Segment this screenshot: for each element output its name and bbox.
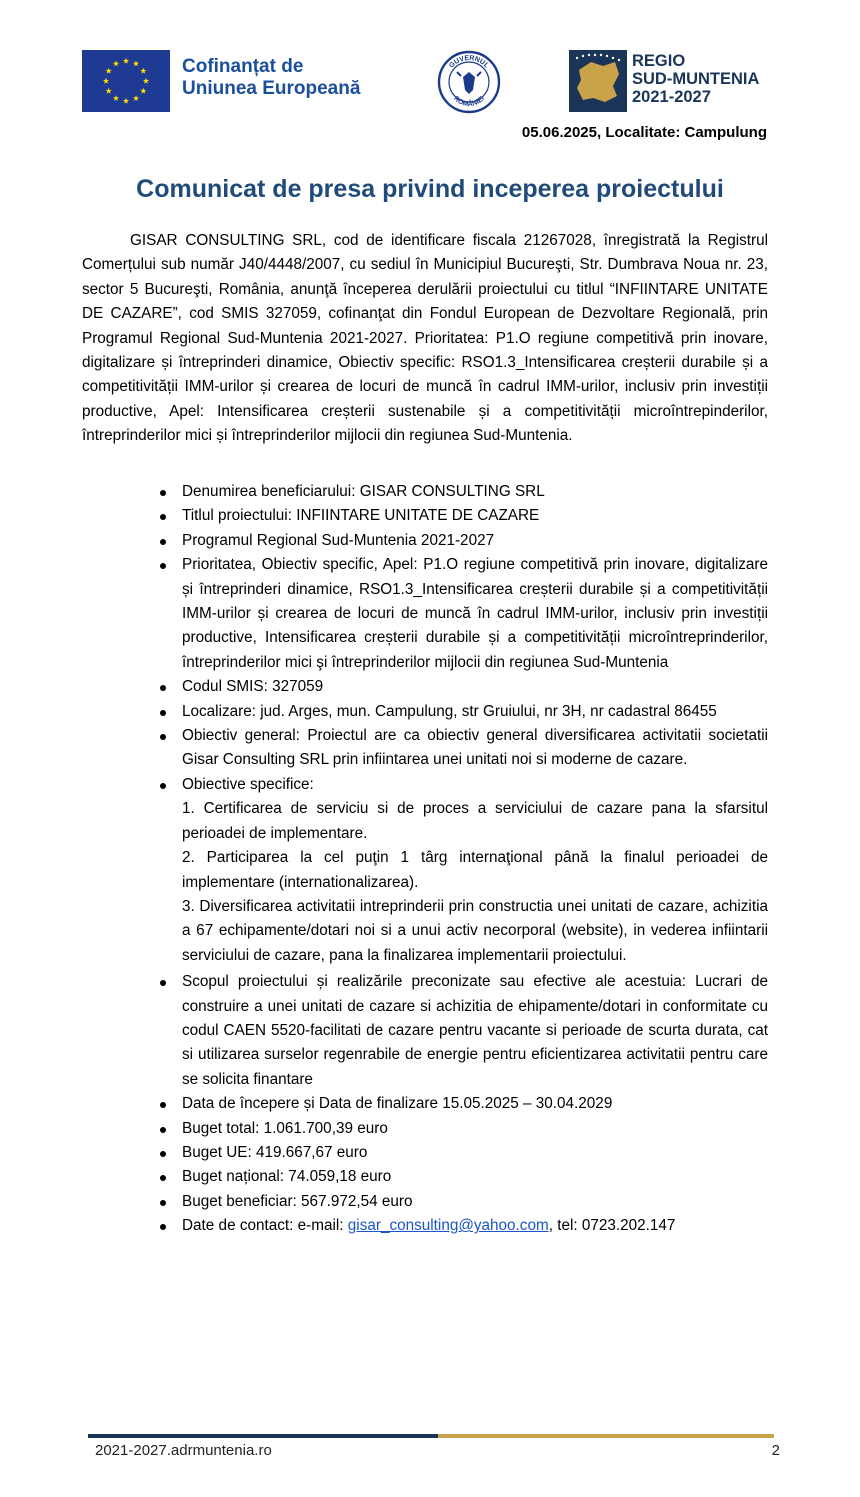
date-location: 05.06.2025, Localitate: Campulung xyxy=(521,124,767,141)
specific-objective-1: 1. Certificarea de serviciu si de proces a serviciului de cazare pana la sfarsitul perioadei de implementare. xyxy=(182,800,768,842)
bullet-icon xyxy=(160,980,166,986)
eu-stars-icon xyxy=(82,50,170,112)
regio-map-icon xyxy=(569,50,627,112)
regio-logo xyxy=(569,50,627,112)
bullet-icon xyxy=(160,1102,166,1108)
bullet-icon xyxy=(160,539,166,545)
regio-line1: REGIO xyxy=(632,52,686,70)
list-item-specific-objectives xyxy=(160,773,768,968)
list-item: Denumirea beneficiarului: GISAR CONSULTING SRL xyxy=(160,480,768,504)
page-number: 2 xyxy=(771,1442,780,1459)
bullet-icon xyxy=(160,1200,166,1206)
regio-line3: 2021-2027 xyxy=(632,88,711,106)
seal-ring-bottom-text: ROMÂNIEI xyxy=(452,95,486,109)
bullet-icon xyxy=(160,685,166,691)
list-item: Titlul proiectului: INFIINTARE UNITATE DE CAZARE xyxy=(160,504,768,528)
list-item: Scopul proiectului și realizările preconizate sau efective ale acestuia: Lucrari de construire a unei unitati de cazare si achizitia de ehipamente/dotari in conformitate cu codul CAEN 5520-facilitati de cazare pentru vacante si perioade de scurta durata, cat si utilizarea surselor regenrabile de energie pentru eficientizarea activitatii pentru care se solicita finantare xyxy=(160,970,768,1092)
list-item: Programul Regional Sud-Muntenia 2021-2027 xyxy=(160,529,768,553)
list-item: Codul SMIS: 327059 xyxy=(160,675,768,699)
list-item: Prioritatea, Obiectiv specific, Apel: P1.O regiune competitivă prin inovare, digitalizare și întreprinderi dinamice, RSO1.3_Intensificarea creșterii durabile și a competitivității IMM-urilor și crearea de locuri de muncă în cadrul IMM-urilor, inclusiv prin investiții productive, Intensificarea creșterii durabile și a competitivității microîntreprinderilor, întreprinderilor mici şi întreprinderilor mijlocii din regiunea Sud-Muntenia xyxy=(160,553,768,675)
bullet-icon xyxy=(160,1127,166,1133)
regio-text xyxy=(632,52,759,106)
list-item: Buget beneficiar: 567.972,54 euro xyxy=(160,1190,768,1214)
intro-text: GISAR CONSULTING SRL, cod de identificare fiscala 21267028, înregistrată la Registrul Comerțului sub număr J40/4448/2007, cu sediul în Municipiul Bucureşti, Str. Dumbrava Noua nr. 23, sector 5 Bucureşti, România, anunţă începerea derulării proiectului cu titlul “INFIINTARE UNITATE DE CAZARE”, cod SMIS 327059, cofinanţat din Fondul European de Dezvoltare Regională, prin Programul Regional Sud-Muntenia 2021-2027. Prioritatea: P1.O regiune competitivă prin inovare, digitalizare și întreprinderi dinamice, Obiectiv specific: RSO1.3_Intensificarea creșterii durabile și a competitivității IMM-urilor și crearea de locuri de muncă în cadrul IMM-urilor, inclusiv prin investiții productive, Apel: Intensificarea creșterii sustenabile și a competitivității microîntrepinderilor, întreprinderilor mici și întreprinderilor mijlocii din regiunea Sud-Muntenia. xyxy=(82,232,768,445)
footer-url: 2021-2027.adrmuntenia.ro xyxy=(95,1442,272,1459)
bullet-icon xyxy=(160,1224,166,1230)
list-item: Localizare: jud. Arges, mun. Campulung, str Gruiului, nr 3H, nr cadastral 86455 xyxy=(160,700,768,724)
specific-objectives-label: Obiective specifice: xyxy=(182,775,314,793)
contact-prefix: Date de contact: e-mail: xyxy=(182,1217,348,1235)
list-item: Buget național: 74.059,18 euro xyxy=(160,1165,768,1189)
footer-rule-gold xyxy=(438,1434,774,1438)
list-item-contact xyxy=(160,1214,768,1238)
eu-cofinance-text xyxy=(182,56,360,100)
list-item: Obiectiv general: Proiectul are ca obiectiv general diversificarea activitatii societatii Gisar Consulting SRL prin infiintarea unei unitati noi si moderne de cazare. xyxy=(160,724,768,773)
list-item: Buget total: 1.061.700,39 euro xyxy=(160,1117,768,1141)
specific-objective-2: 2. Participarea la cel puţin 1 târg internaţional până la finalul perioadei de implementare (internationalizarea). xyxy=(182,849,768,891)
eu-text-line2: Uniunea Europeană xyxy=(182,78,361,99)
bullet-icon xyxy=(160,1175,166,1181)
regio-line2: SUD-MUNTENIA xyxy=(632,70,760,88)
specific-objective-3: 3. Diversificarea activitatii intreprinderii prin constructia unei unitati de cazare, achizitia a 67 echipamente/dotari noi si a unui activ necorporal (website), in vederea infiintarii serviciului de cazare, pana la finalizarea implementarii proiectului. xyxy=(182,897,768,964)
bullet-icon xyxy=(160,734,166,740)
bullet-icon xyxy=(160,563,166,569)
government-seal-icon xyxy=(437,50,501,114)
bullet-icon xyxy=(160,1151,166,1157)
bullet-icon xyxy=(160,710,166,716)
eu-text-line1: Cofinanțat de xyxy=(182,56,304,77)
bullet-icon xyxy=(160,783,166,789)
email-link[interactable]: gisar_consulting@yahoo.com xyxy=(347,1217,549,1235)
list-item: Buget UE: 419.667,67 euro xyxy=(160,1141,768,1165)
page-title: Comunicat de presa privind inceperea proiectului xyxy=(136,175,724,203)
seal-ring-top-text: GUVERNUL xyxy=(448,54,490,70)
footer-rule-blue xyxy=(88,1434,438,1438)
bullet-icon xyxy=(160,514,166,520)
bullet-icon xyxy=(160,490,166,496)
project-details-list xyxy=(160,480,768,1239)
contact-suffix: , tel: 0723.202.147 xyxy=(548,1217,676,1235)
svg-text:ROMÂNIEI xyxy=(452,95,486,108)
eu-flag-logo xyxy=(82,50,170,112)
intro-paragraph xyxy=(82,229,768,449)
list-item: Data de începere și Data de finalizare 15.05.2025 – 30.04.2029 xyxy=(160,1092,768,1116)
